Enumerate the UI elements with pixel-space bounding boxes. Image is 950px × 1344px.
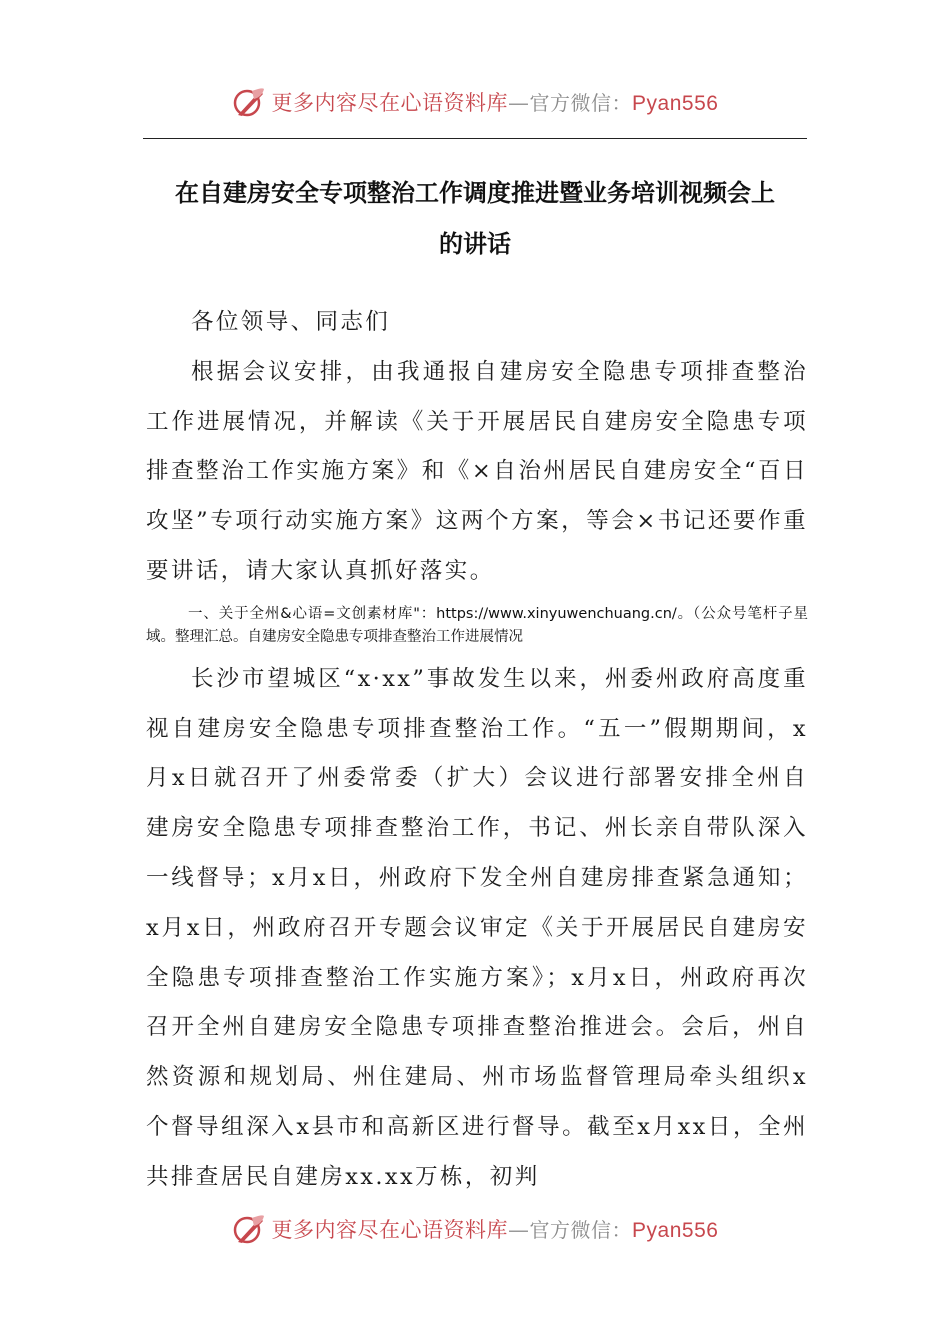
banner-text: 更多内容尽在心语资料库 bbox=[271, 1218, 509, 1242]
banner-separator: — bbox=[508, 91, 530, 115]
banner-wechat-label: 官方微信： bbox=[529, 1218, 633, 1242]
banner-separator: — bbox=[508, 1218, 530, 1242]
banner-text: 更多内容尽在心语资料库 bbox=[271, 91, 509, 115]
paragraph-1: 根据会议安排，由我通报自建房安全隐患专项排查整治工作进展情况，并解读《关于开展居民自建房安全隐患专项排查整治工作实施方案》和《×自治州居民自建房安全“百日攻坚”专项行动实施方案》这两个方案，等会×书记还要作重要讲话，请大家认真抓好落实。 bbox=[146, 358, 808, 584]
quill-logo-icon bbox=[232, 85, 266, 119]
banner-wechat-id: Pyan556 bbox=[632, 92, 719, 115]
title-line-2: 的讲话 bbox=[439, 230, 511, 258]
document-title bbox=[143, 168, 807, 270]
header-divider bbox=[143, 138, 807, 139]
footer-watermark-banner bbox=[0, 1207, 950, 1251]
banner-wechat-label: 官方微信： bbox=[529, 91, 633, 115]
banner-wechat-id: Pyan556 bbox=[632, 1219, 719, 1242]
header-watermark-banner bbox=[0, 80, 950, 124]
quill-logo-icon bbox=[232, 1212, 266, 1246]
paragraph-2: 长沙市望城区“x·xx”事故发生以来，州委州政府高度重视自建房安全隐患专项排查整治工作。“五一”假期期间，x月x日就召开了州委常委（扩大）会议进行部署安排全州自建房安全隐患专项排查整治工作，书记、州长亲自带队深入一线督导；x月x日，州政府下发全州自建房排查紧急通知；x月x日，州政府召开专题会议审定《关于开展居民自建房安全隐患专项排查整治工作实施方案》；x月x日，州政府再次召开全州自建房安全隐患专项排查整治推进会。会后，州自然资源和规划局、州住建局、州市场监督管理局牵头组织x个督导组深入x县市和高新区进行督导。截至x月xx日，全州共排查居民自建房xx.xx万栋，初判 bbox=[146, 665, 808, 1190]
section-heading-note: 一、关于全州&心语=文创素材库"：https://www.xinyuwenchuang.cn/。（公众号笔杆子星域。整理汇总。自建房安全隐患专项排查整治工作进展情况 bbox=[146, 605, 808, 645]
salutation: 各位领导、同志们 bbox=[191, 309, 391, 335]
title-line-1: 在自建房安全专项整治工作调度推进暨业务培训视频会上 bbox=[175, 179, 775, 207]
document-body bbox=[146, 298, 808, 1203]
